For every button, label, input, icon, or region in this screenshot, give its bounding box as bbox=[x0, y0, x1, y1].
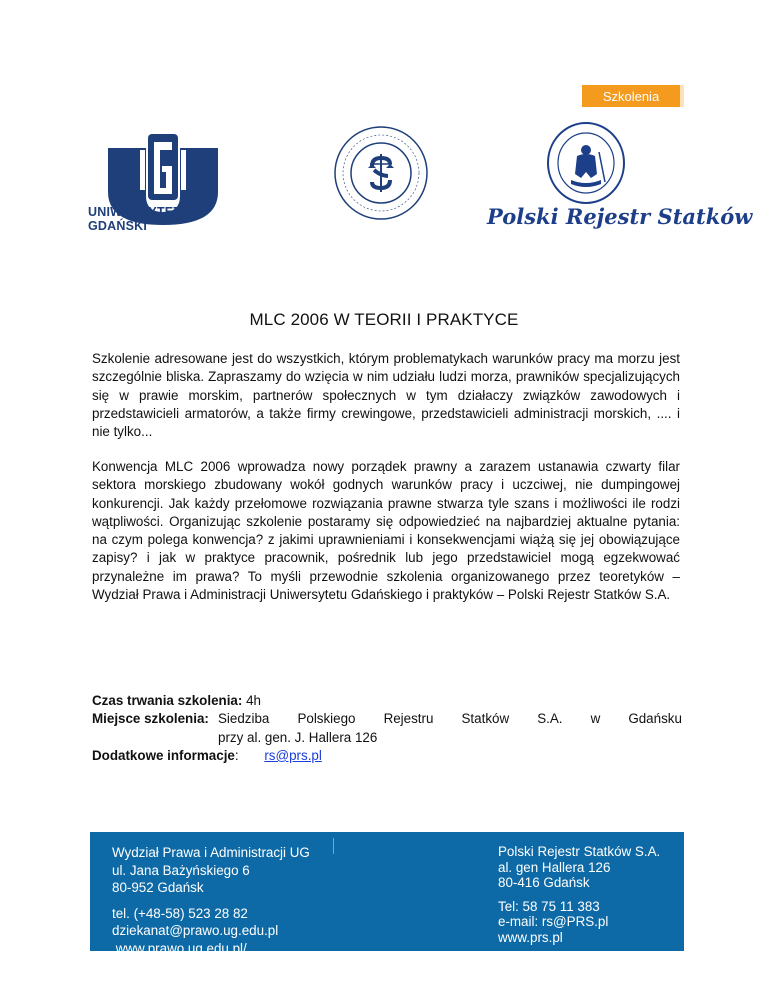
place-word: Rejestru bbox=[383, 711, 434, 727]
more-info-colon: : bbox=[234, 747, 239, 763]
ug-street: ul. Jana Bażyńskiego 6 bbox=[112, 862, 250, 878]
ug-phone: tel. (+48-58) 523 28 82 bbox=[112, 905, 248, 921]
place-word: S.A. bbox=[537, 711, 563, 727]
law-faculty-seal-icon bbox=[332, 124, 430, 222]
prs-website: www.prs.pl bbox=[498, 929, 563, 945]
place-row bbox=[92, 710, 682, 728]
description-paragraph: Konwencja MLC 2006 wprowadza nowy porządek prawny a zarazem ustanawia czwarty filar sektora morskiego zbudowany wokół godnych warunków pracy i uczciwej, nie dumpingowej konkurencji. Jak każdy przełomowe rozwiązania prawne stwarza tyle szans i możliwości ile rodzi wątpliwości. Organizując szkolenie postaramy się odpowiedzieć na najbardziej aktualne pytania: na czym polega konwencja? z jakimi uprawnieniami i konsekwencjami wiążą się jej obowiązujące zapisy? i jak w praktyce pracownik, pośrednik lub jego przedstawiciel mogą egzekwować przynależne im prawa? To myśli przewodnie szkolenia organizowanego przez teoretyków – Wydział Prawa i Administracji Uniwersytetu Gdańskiego i praktyków – Polski Rejestr Statków S.A. bbox=[92, 459, 680, 603]
prs-seal-icon bbox=[545, 122, 627, 204]
footer-divider bbox=[333, 838, 334, 854]
place-word: Siedziba bbox=[218, 711, 270, 727]
place-word: Gdańsku bbox=[628, 711, 682, 727]
prs-phone: Tel: 58 75 11 383 bbox=[498, 898, 600, 914]
contact-footer bbox=[90, 832, 684, 956]
prs-street: al. gen Hallera 126 bbox=[498, 859, 611, 875]
place-address-line bbox=[218, 710, 682, 728]
footer-ug-contact bbox=[112, 844, 310, 957]
place-word: Polskiego bbox=[297, 711, 356, 727]
szkolenia-tag bbox=[582, 85, 684, 107]
more-info-row bbox=[92, 747, 682, 765]
place-address-line-2: przy al. gen. J. Hallera 126 bbox=[218, 729, 378, 745]
more-info-label: Dodatkowe informacje bbox=[92, 747, 235, 763]
place-label: Miejsce szkolenia: bbox=[92, 711, 209, 727]
footer-prs-contact bbox=[498, 844, 660, 945]
page-title: MLC 2006 W TEORII I PRAKTYCE bbox=[249, 310, 519, 329]
place-row-2 bbox=[92, 729, 682, 747]
ug-name: Wydział Prawa i Administracji UG bbox=[112, 845, 310, 860]
szkolenia-tag-label: Szkolenia bbox=[602, 88, 660, 104]
duration-row bbox=[92, 692, 682, 710]
ug-website: www.prawo.ug.edu.pl/ bbox=[112, 940, 247, 956]
prs-city: 80-416 Gdańsk bbox=[498, 875, 590, 890]
intro-paragraph: Szkolenie adresowane jest do wszystkich, którym problematykach warunków pracy ma morzu jest szczególnie bliska. Zapraszamy do wzięcia w nim udziału ludzi morza, prawników specjalizujących się w prawie morskim, partnerów społecznych w tym działaczy związków zawodowych i przedstawicieli armatorów, a także firmy crewingowe, przedstawicieli administracji morskich, .... i nie tylko... bbox=[92, 351, 680, 440]
ug-email: dziekanat@prawo.ug.edu.pl bbox=[112, 923, 279, 938]
duration-value: 4h bbox=[246, 693, 261, 708]
prs-name: Polski Rejestr Statków S.A. bbox=[498, 844, 661, 859]
prs-logo-text: Polski Rejestr Statków bbox=[487, 204, 753, 229]
duration-label: Czas trwania szkolenia: bbox=[92, 693, 243, 708]
place-word: w bbox=[590, 711, 601, 727]
training-info bbox=[92, 692, 682, 765]
place-word: Statków bbox=[461, 711, 510, 727]
prs-email: e-mail: rs@PRS.pl bbox=[498, 914, 609, 929]
more-info-email-link[interactable]: rs@prs.pl bbox=[264, 747, 322, 763]
ug-city: 80-952 Gdańsk bbox=[112, 880, 204, 895]
ug-logo-text: UNIWERSYTET GDAŃSKI bbox=[88, 205, 182, 233]
